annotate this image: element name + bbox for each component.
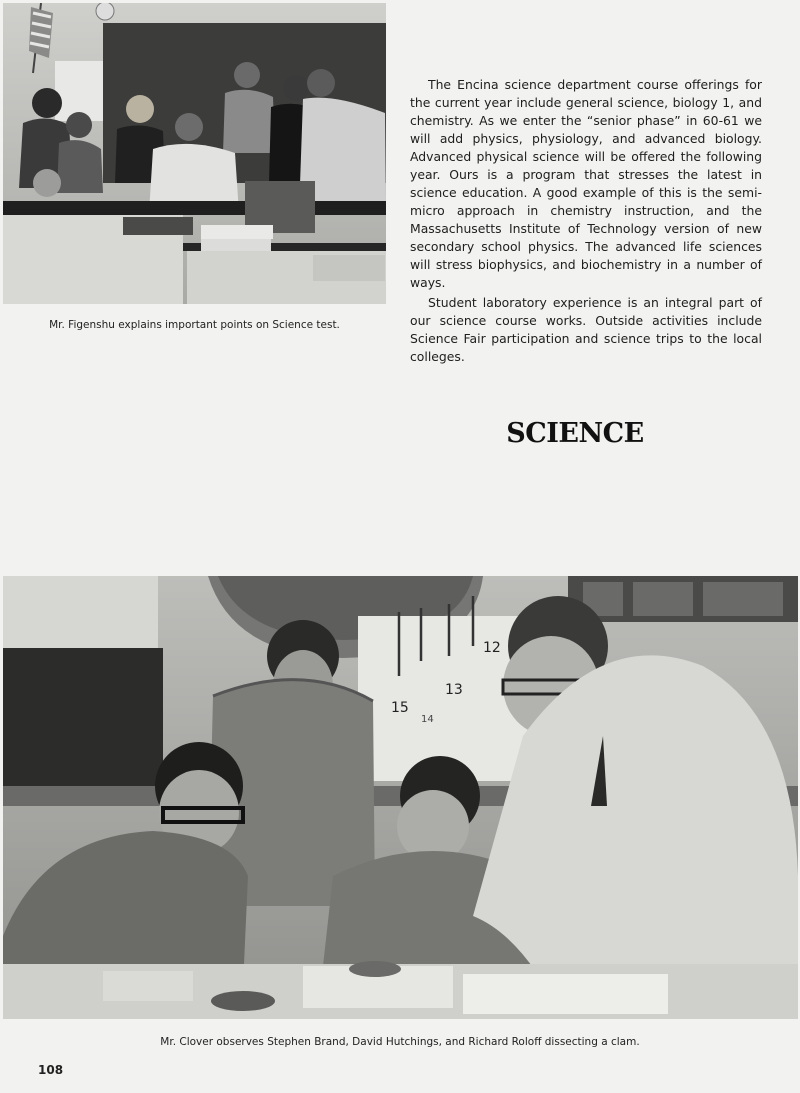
dissection-scene-illustration xyxy=(3,576,798,1019)
article-paragraph: Student laboratory experience is an integral part of our science course works. Outside activities include Science Fair participation and science trips to the local colleges. xyxy=(410,295,762,364)
clock-number: 12 xyxy=(483,640,501,656)
top-photo-caption: Mr. Figenshu explains important points on Science test. xyxy=(49,319,340,331)
top-photo xyxy=(3,3,386,304)
clock-number: 15 xyxy=(391,700,409,716)
article-paragraph: The Encina science department course offerings for the current year include general science, biology 1, and chemistry. As we enter the “senior phase” in 60-61 we will add physics, physiology, and advanced biology. Advanced physical science will be offered the following year. Ours is a program that stresses the latest in science education. A good example of this is the semi-micro approach in chemistry instruction, and the Massachusetts Institute of Technology version of new secondary school physics. The advanced life sciences will stress biophysics, and biochemistry in a number of ways. xyxy=(410,77,762,290)
article-body xyxy=(410,76,762,368)
section-title: SCIENCE xyxy=(506,418,644,449)
page-number: 108 xyxy=(38,1063,64,1077)
bottom-photo xyxy=(3,576,798,1019)
classroom-lab-illustration xyxy=(3,3,386,304)
clock-number: 13 xyxy=(445,682,463,698)
bottom-photo-caption: Mr. Clover observes Stephen Brand, David Hutchings, and Richard Roloff dissecting a clam. xyxy=(160,1036,640,1048)
clock-number: 14 xyxy=(421,714,434,725)
